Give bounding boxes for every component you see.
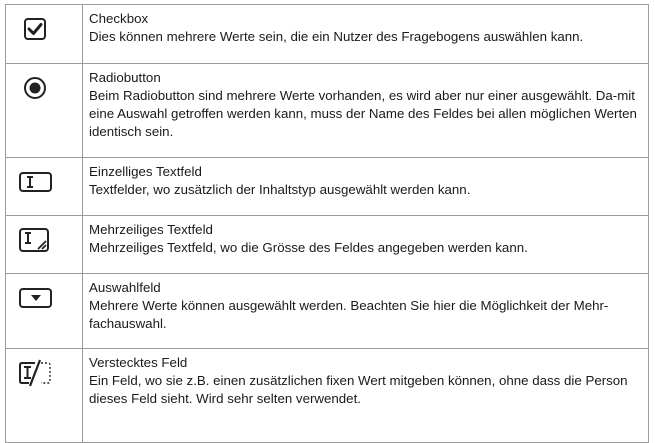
select-field-icon — [18, 284, 54, 312]
table-row — [6, 349, 649, 443]
single-line-textfield-icon — [18, 168, 54, 196]
radiobutton-icon — [18, 74, 54, 102]
row-description: Ein Feld, wo sie z.B. einen zusätzlichen fixen Wert mitgeben können, ohne dass die Person dieses Feld sieht. Wird sehr selten verwendet. — [89, 373, 628, 406]
row-title: Einzelliges Textfeld — [89, 164, 202, 179]
table-row — [6, 5, 649, 64]
checkbox-icon — [18, 15, 54, 43]
row-description: Mehrere Werte können ausgewählt werden. Beachten Sie hier die Möglichkeit der Mehr-fachauswahl. — [89, 298, 609, 331]
table-row — [6, 64, 649, 158]
field-types-table — [5, 4, 649, 443]
table-row — [6, 216, 649, 274]
row-title: Radiobutton — [89, 70, 161, 85]
row-title: Auswahlfeld — [89, 280, 161, 295]
row-title: Checkbox — [89, 11, 149, 26]
table-row — [6, 274, 649, 349]
table-row — [6, 158, 649, 216]
row-description: Dies können mehrere Werte sein, die ein Nutzer des Fragebogens auswählen kann. — [89, 29, 584, 44]
row-title: Mehrzeiliges Textfeld — [89, 222, 213, 237]
row-description: Textfelder, wo zusätzlich der Inhaltstyp ausgewählt werden kann. — [89, 182, 471, 197]
hidden-field-icon — [18, 359, 54, 387]
row-description: Mehrzeiliges Textfeld, wo die Grösse des Feldes angegeben werden kann. — [89, 240, 528, 255]
row-description: Beim Radiobutton sind mehrere Werte vorhanden, es wird aber nur einer ausgewählt. Da-mit eine Auswahl getroffen werden kann, muss der Name des Feldes bei allen möglichen Werten identisch sein. — [89, 88, 637, 139]
row-title: Verstecktes Feld — [89, 355, 188, 370]
multi-line-textfield-icon — [18, 226, 54, 254]
